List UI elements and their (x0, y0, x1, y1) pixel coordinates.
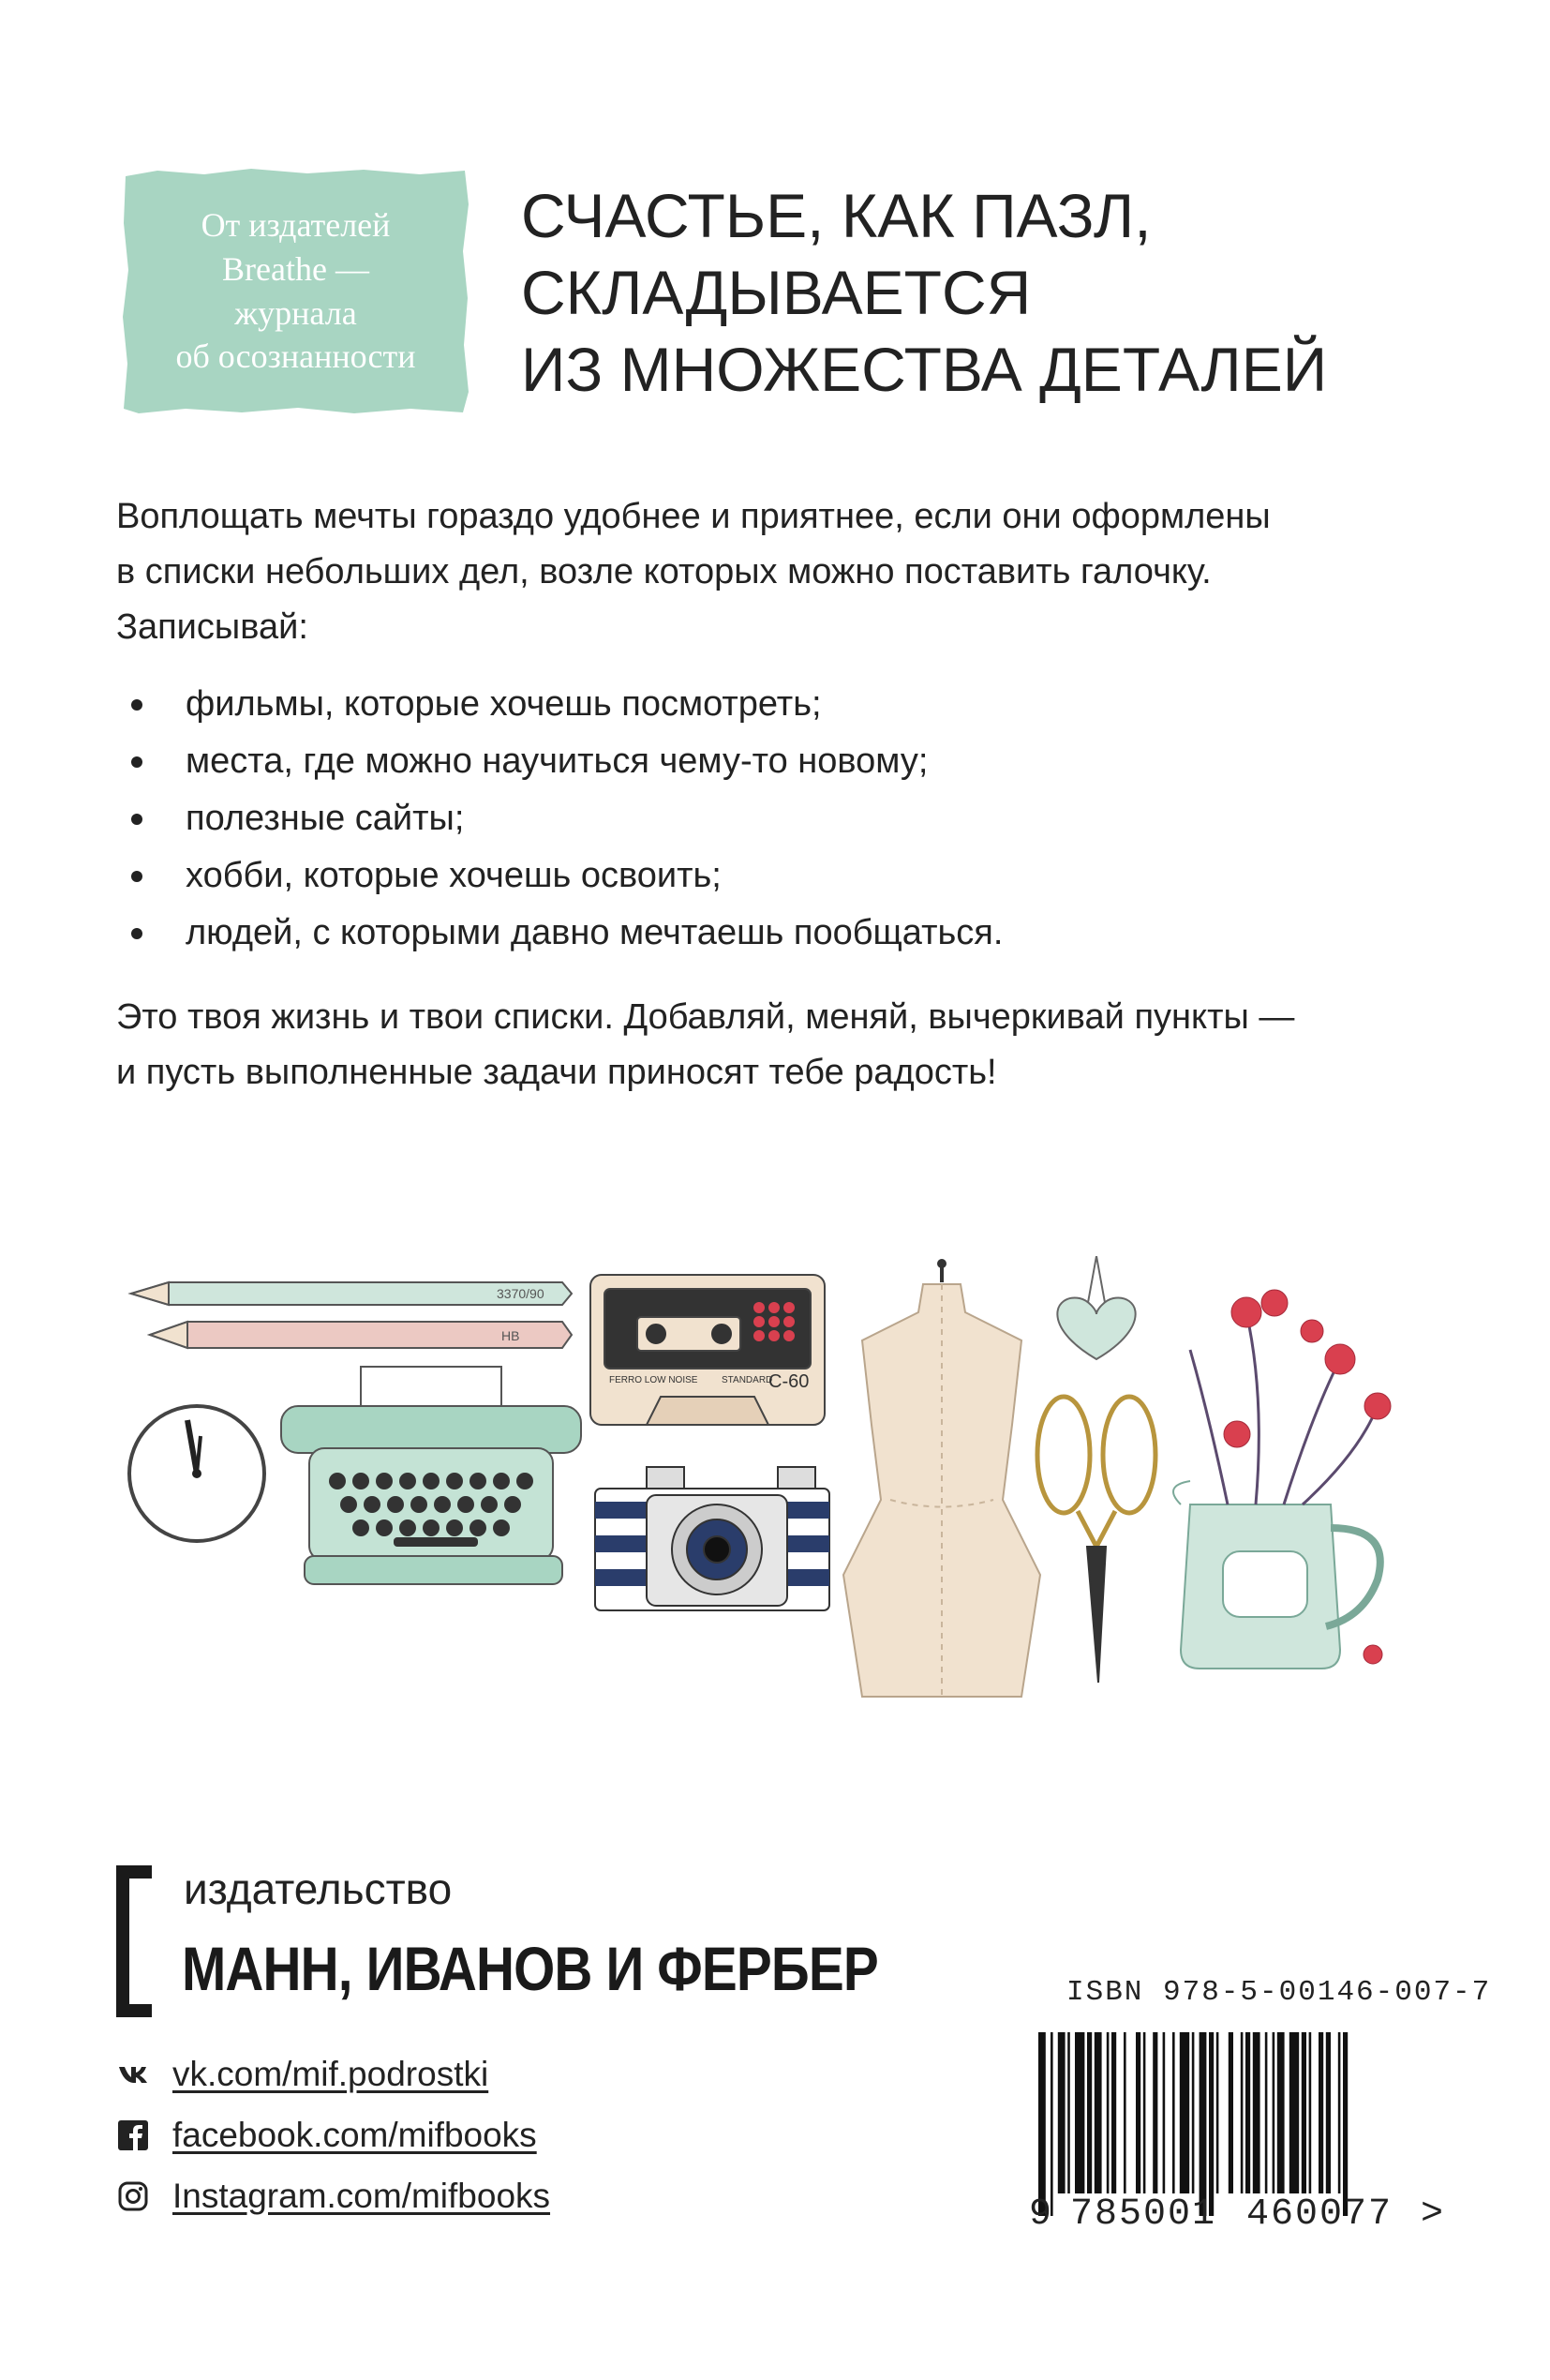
list-item (116, 676, 1447, 733)
barcode-bar (1343, 2032, 1348, 2216)
cassette-illustration (590, 1275, 825, 1425)
badge-line-4: об осознанности (175, 337, 416, 376)
barcode-bar (1229, 2032, 1233, 2193)
barcode-bar (1216, 2032, 1219, 2193)
heart-pendant-illustration (1057, 1256, 1135, 1359)
barcode-bar (1289, 2032, 1299, 2193)
barcode-bar (1245, 2032, 1250, 2193)
headline-line-2: СКЛАДЫВАЕТСЯ (521, 257, 1032, 327)
pencil-label-1: 3370/90 (497, 1286, 544, 1301)
vk-link-text[interactable]: vk.com/mif.podrostki (172, 2054, 489, 2093)
barcode-bar (1095, 2032, 1102, 2193)
barcode-bar (1241, 2032, 1244, 2193)
bullet-dot (131, 814, 142, 825)
clock-illustration (129, 1406, 264, 1541)
facebook-link[interactable] (116, 2104, 550, 2165)
list-item-text: полезные сайты; (186, 799, 465, 838)
facebook-link-text[interactable]: facebook.com/mifbooks (172, 2115, 537, 2154)
publisher-bracket-icon (116, 1865, 154, 2017)
publisher-label: издательство (184, 1864, 453, 1913)
headline (521, 178, 1458, 408)
barcode-bar (1087, 2032, 1092, 2193)
dress-form-illustration (843, 1259, 1040, 1697)
barcode-bar (1309, 2032, 1312, 2193)
instagram-icon (116, 2179, 150, 2213)
flower-jug-illustration (1173, 1290, 1391, 1669)
bullet-dot (131, 756, 142, 768)
barcode-bar (1253, 2032, 1260, 2193)
bullet-dot (131, 928, 142, 939)
barcode-bar (1058, 2032, 1066, 2193)
barcode-bar (1209, 2032, 1214, 2216)
badge-line-3: журнала (234, 293, 357, 332)
camera-illustration (595, 1467, 829, 1610)
list-item-text: места, где можно научиться чему-то новому; (186, 741, 929, 781)
list-item (116, 847, 1447, 905)
bullet-dot (131, 699, 142, 711)
cassette-label-1: FERRO LOW NOISE (609, 1375, 698, 1385)
list-item (116, 790, 1447, 847)
barcode-bar (1200, 2032, 1207, 2216)
list-item-text: хобби, которые хочешь освоить; (186, 856, 722, 895)
isbn-label: ISBN 978-5-00146-007-7 (1066, 1976, 1492, 2009)
vk-link[interactable] (116, 2043, 550, 2104)
bullet-dot (131, 871, 142, 882)
intro-line-1: Воплощать мечты гораздо удобнее и приятнее, если они оформлены (116, 497, 1271, 536)
badge-line-1: От издателей (201, 205, 391, 244)
bullet-list (116, 676, 1447, 962)
intro-paragraph (116, 489, 1447, 655)
social-links (116, 2043, 550, 2226)
closing-line-1: Это твоя жизнь и твои списки. Добавляй, меняй, вычеркивай пункты — (116, 997, 1295, 1037)
barcode-bar (1143, 2032, 1146, 2193)
intro-line-3: Записывай: (116, 606, 308, 647)
barcode-bar (1172, 2032, 1175, 2193)
cassette-label-2: STANDARD (722, 1375, 773, 1385)
barcode-bar (1124, 2032, 1126, 2193)
barcode-bar (1326, 2032, 1331, 2193)
list-item (116, 733, 1447, 790)
barcode-bar (1338, 2032, 1341, 2193)
list-item-text: людей, с которыми давно мечтаешь пообщаться. (186, 913, 1004, 952)
vk-icon (116, 2058, 150, 2091)
publisher-name: МАНН, ИВАНОВ И ФЕРБЕР (182, 1934, 878, 2003)
closing-line-2: и пусть выполненные задачи приносят тебе радость! (116, 1052, 997, 1092)
barcode-bar (1107, 2032, 1110, 2193)
barcode-bar (1067, 2032, 1070, 2193)
barcode-bar (1273, 2032, 1275, 2193)
illustration (122, 1256, 1434, 1734)
scissors-illustration (1037, 1397, 1155, 1683)
facebook-icon (116, 2118, 150, 2152)
instagram-link-text[interactable]: Instagram.com/mifbooks (172, 2176, 551, 2215)
barcode-bar (1319, 2032, 1323, 2193)
headline-line-3: ИЗ МНОЖЕСТВА ДЕТАЛЕЙ (521, 334, 1328, 404)
barcode-bar (1153, 2032, 1157, 2193)
intro-line-2: в списки небольших дел, возле которых можно поставить галочку. (116, 551, 1212, 591)
barcode-bar (1163, 2032, 1166, 2193)
headline-line-1: СЧАСТЬЕ, КАК ПАЗЛ, (521, 181, 1152, 250)
list-item (116, 905, 1447, 962)
list-item-text: фильмы, которые хочешь посмотреть; (186, 684, 822, 724)
barcode-bar (1277, 2032, 1285, 2193)
barcode-digits-left: 785001 (1070, 2193, 1217, 2236)
barcode-bar (1302, 2032, 1306, 2193)
barcode-bar (1192, 2032, 1195, 2193)
barcode-bar (1038, 2032, 1046, 2216)
barcode-arrow: > (1421, 2193, 1444, 2236)
badge-line-2: Breathe — (222, 249, 369, 288)
barcode-digit-first: 9 (1029, 2193, 1052, 2236)
barcode-bar (1075, 2032, 1084, 2193)
barcode-bar (1136, 2032, 1140, 2193)
barcode-digits-right: 460077 (1246, 2193, 1394, 2236)
closing-paragraph (116, 990, 1466, 1100)
instagram-link[interactable] (116, 2165, 550, 2226)
barcode-bar (1111, 2032, 1116, 2193)
publisher-badge (120, 167, 471, 415)
pencil-label-2: HB (501, 1328, 520, 1343)
cassette-label-3: C-60 (768, 1371, 810, 1392)
pencils-illustration (131, 1282, 572, 1348)
barcode-bar (1051, 2032, 1053, 2216)
barcode-bar (1265, 2032, 1268, 2193)
typewriter-illustration (281, 1367, 581, 1584)
barcode-bar (1180, 2032, 1189, 2193)
